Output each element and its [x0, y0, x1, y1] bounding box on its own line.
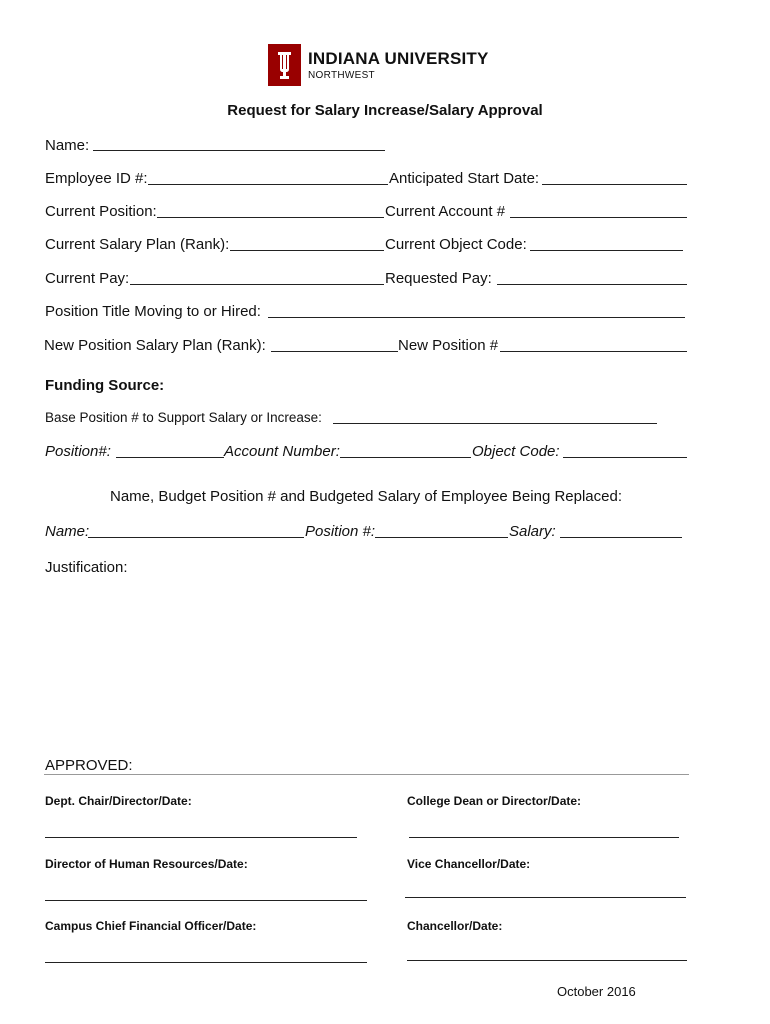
- current-object-code-field[interactable]: [530, 250, 683, 251]
- funding-account-field[interactable]: [340, 457, 471, 458]
- vice-chancellor-signature-line[interactable]: [405, 897, 686, 898]
- funding-object-code-label: Object Code:: [472, 443, 560, 460]
- replaced-position-field[interactable]: [375, 537, 508, 538]
- campus-name: NORTHWEST: [308, 70, 375, 81]
- university-name: INDIANA UNIVERSITY: [308, 49, 489, 68]
- requested-pay-label: Requested Pay:: [385, 270, 492, 287]
- current-pay-label: Current Pay:: [45, 270, 130, 287]
- replaced-heading: Name, Budget Position # and Budgeted Salary of Employee Being Replaced:: [110, 488, 622, 505]
- justification-area[interactable]: [45, 582, 685, 752]
- replaced-salary-label: Salary:: [509, 523, 556, 540]
- employee-id-label: Employee ID #:: [45, 170, 148, 187]
- replaced-position-label: Position #:: [305, 523, 376, 540]
- current-salary-plan-label: Current Salary Plan (Rank):: [45, 236, 230, 253]
- name-field[interactable]: [93, 150, 385, 151]
- current-object-code-label: Current Object Code:: [385, 236, 527, 253]
- dept-chair-label: Dept. Chair/Director/Date:: [45, 794, 192, 808]
- funding-position-field[interactable]: [116, 457, 224, 458]
- current-position-field[interactable]: [157, 217, 384, 218]
- replaced-salary-field[interactable]: [560, 537, 682, 538]
- new-position-field[interactable]: [500, 351, 687, 352]
- current-pay-field[interactable]: [130, 284, 384, 285]
- approved-divider: [44, 774, 689, 775]
- cfo-signature-line[interactable]: [45, 962, 367, 963]
- replaced-name-label: Name:: [45, 523, 90, 540]
- funding-position-label: Position#:: [45, 443, 111, 460]
- position-title-label: Position Title Moving to or Hired:: [45, 303, 261, 320]
- college-dean-label: College Dean or Director/Date:: [407, 794, 582, 808]
- college-dean-signature-line[interactable]: [409, 837, 679, 838]
- name-label: Name:: [45, 137, 90, 154]
- current-salary-plan-field[interactable]: [230, 250, 384, 251]
- funding-object-code-field[interactable]: [563, 457, 687, 458]
- hr-director-label: Director of Human Resources/Date:: [45, 857, 248, 871]
- justification-label: Justification:: [45, 559, 128, 576]
- position-title-field[interactable]: [268, 317, 685, 318]
- approved-heading: APPROVED:: [45, 757, 133, 774]
- requested-pay-field[interactable]: [497, 284, 687, 285]
- chancellor-signature-line[interactable]: [407, 960, 687, 961]
- dept-chair-signature-line[interactable]: [45, 837, 357, 838]
- vice-chancellor-label: Vice Chancellor/Date:: [407, 857, 531, 871]
- cfo-label: Campus Chief Financial Officer/Date:: [45, 919, 257, 933]
- current-account-field[interactable]: [510, 217, 687, 218]
- funding-source-heading: Funding Source:: [45, 377, 165, 394]
- replaced-name-field[interactable]: [88, 537, 304, 538]
- footer-date: October 2016: [557, 984, 636, 999]
- current-position-label: Current Position:: [45, 203, 157, 220]
- base-position-label: Base Position # to Support Salary or Increase:: [45, 410, 322, 425]
- chancellor-label: Chancellor/Date:: [407, 919, 503, 933]
- base-position-field[interactable]: [333, 423, 657, 424]
- funding-account-label: Account Number:: [224, 443, 340, 460]
- current-account-label: Current Account #: [385, 203, 506, 220]
- iu-trident-icon: [268, 44, 301, 86]
- new-position-salary-plan-label: New Position Salary Plan (Rank):: [44, 337, 266, 354]
- new-position-salary-plan-field[interactable]: [271, 351, 398, 352]
- form-title: Request for Salary Increase/Salary Approval: [227, 102, 543, 119]
- employee-id-field[interactable]: [148, 184, 388, 185]
- new-position-label: New Position #: [398, 337, 499, 354]
- hr-director-signature-line[interactable]: [45, 900, 367, 901]
- anticipated-start-field[interactable]: [542, 184, 687, 185]
- anticipated-start-label: Anticipated Start Date:: [389, 170, 540, 187]
